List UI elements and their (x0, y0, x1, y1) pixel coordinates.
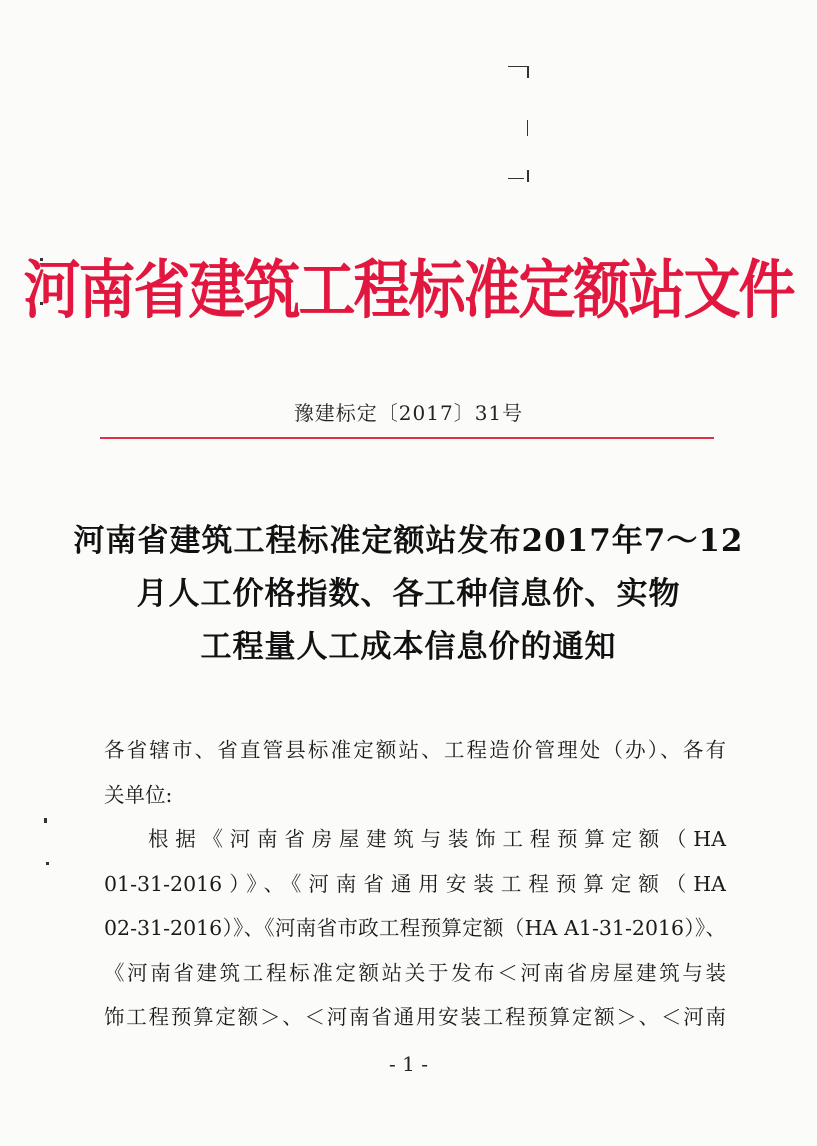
issuer-header-title: 河南省建筑工程标准定额站文件 (23, 253, 794, 328)
body-line: 饰工程预算定额＞、＜河南省通用安装工程预算定额＞、＜河南 (104, 1005, 726, 1029)
notice-title-line: 河南省建筑工程标准定额站发布2017年7～12 (73, 523, 744, 559)
scan-mark (44, 818, 47, 823)
body-line: 02-31-2016）》、《河南省市政工程预算定额（HA A1-31-2016）》、 (104, 916, 726, 940)
scan-mark (508, 66, 528, 67)
body-line: 01-31-2016）》、《河南省通用安装工程预算定额（HA (104, 871, 726, 896)
scan-mark (527, 170, 529, 182)
document-number: 豫建标定〔2017〕31号 (293, 401, 524, 425)
body-line: 根据《河南省房屋建筑与装饰工程预算定额（HA (148, 827, 726, 851)
scan-mark (527, 120, 528, 136)
notice-title-line: 工程量人工成本信息价的通知 (200, 629, 617, 665)
notice-body (104, 728, 726, 1040)
red-divider-line (100, 437, 714, 439)
body-line: 关单位: (104, 782, 173, 807)
page-number: - 1 - (389, 1052, 428, 1076)
notice-title-line: 月人工价格指数、各工种信息价、实物 (136, 576, 681, 612)
body-line: 《河南省建筑工程标准定额站关于发布＜河南省房屋建筑与装 (104, 960, 726, 985)
scan-mark (527, 66, 529, 78)
scan-mark (508, 178, 524, 179)
notice-title (60, 515, 757, 674)
scan-mark (46, 862, 49, 865)
body-line: 各省辖市、省直管县标准定额站、工程造价管理处（办）、各有 (104, 738, 726, 762)
